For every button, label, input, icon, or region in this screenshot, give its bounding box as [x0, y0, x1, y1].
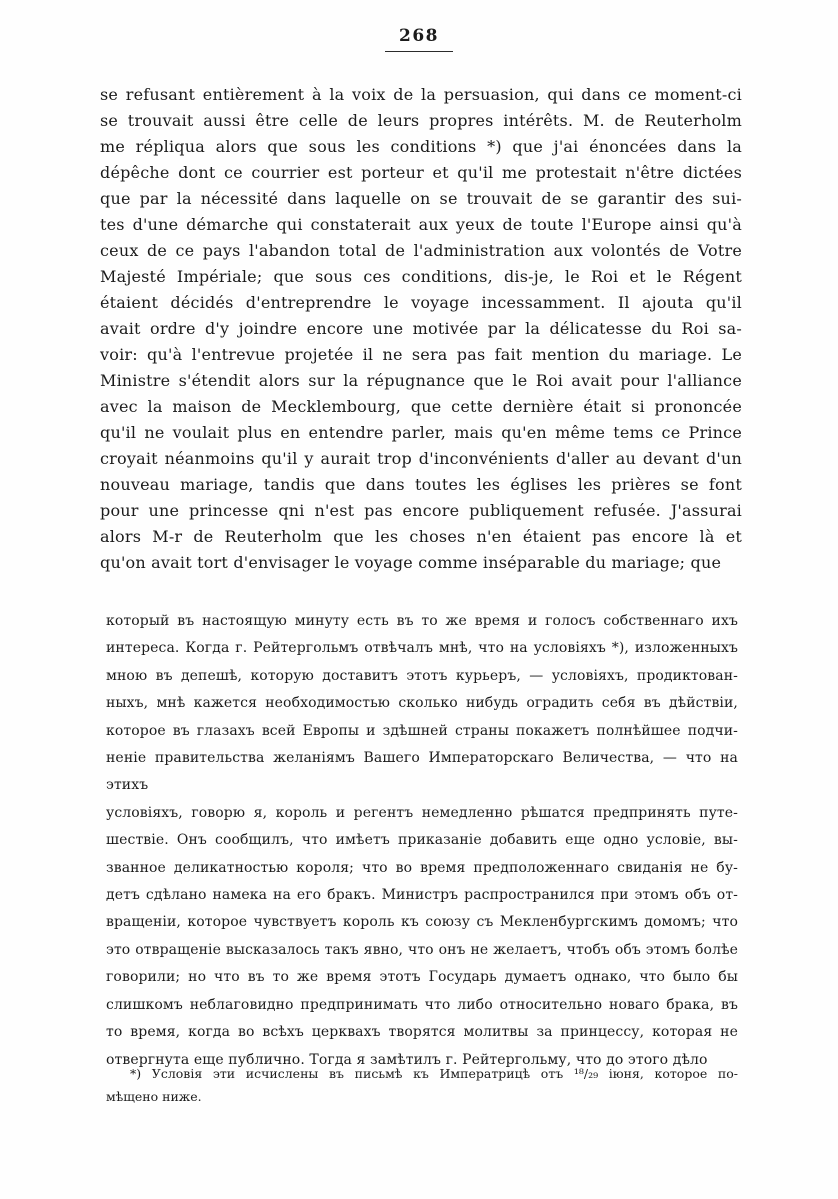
text-line: qu'on avait tort d'envisager le voyage comme inséparable du mariage; que: [100, 553, 722, 572]
french-paragraph: [100, 82, 742, 576]
text-line: мною въ депешѣ, которую доставитъ этотъ курьеръ, — условіяхъ, продиктован-: [106, 667, 738, 684]
text-line: Ministre s'étendit alors sur la répugnance que le Roi avait pour l'alliance: [100, 371, 742, 390]
text-line: Majesté Impériale; que sous ces conditions, dis-je, le Roi et le Régent: [100, 267, 742, 286]
text-line: avec la maison de Mecklembourg, que cette dernière était si prononcée: [100, 397, 742, 416]
text-line: nouveau mariage, tandis que dans toutes les églises les prières se font: [100, 475, 742, 494]
footnote: [106, 1062, 738, 1108]
text-line: детъ сдѣлано намека на его бракъ. Министръ распространился при этомъ объ от-: [106, 887, 738, 904]
text-line: ceux de ce pays l'abandon total de l'administration aux volontés de Votre: [100, 241, 742, 260]
text-line: croyait néanmoins qu'il y aurait trop d'inconvénients d'aller au devant d'un: [100, 449, 742, 468]
text-line: dépêche dont ce courrier est porteur et qu'il me protestait n'être dictées: [100, 163, 742, 182]
text-line: это отвращеніе высказалось такъ явно, что онъ не желаетъ, чтобъ объ этомъ болѣе: [106, 941, 738, 958]
text-line: званное деликатностью короля; что во время предположеннаго свиданія не бу-: [106, 859, 738, 876]
text-line: неніе правительства желаніямъ Вашего Императорскаго Величества, — что на этихъ: [106, 750, 738, 794]
text-line: se refusant entièrement à la voix de la persuasion, qui dans ce moment-ci: [100, 85, 742, 104]
text-line: которое въ глазахъ всей Европы и здѣшней страны покажетъ полнѣйшее подчи-: [106, 722, 738, 739]
text-line: условіяхъ, говорю я, король и регентъ немедленно рѣшатся предпринять путе-: [106, 804, 738, 821]
text-line: шествіе. Онъ сообщилъ, что имѣетъ приказаніе добавить еще одно условіе, вы-: [106, 832, 738, 849]
text-line: говорили; но что въ то же время этотъ Государь думаетъ однако, что было бы: [106, 969, 738, 986]
text-line: qu'il ne voulait plus en entendre parler, mais qu'en même tems ce Prince: [100, 423, 742, 442]
russian-paragraph: [106, 608, 738, 1074]
text-line: avait ordre d'y joindre encore une motivée par la délicatesse du Roi sa-: [100, 319, 742, 338]
text-line: вращеніи, которое чувствуетъ король къ союзу съ Мекленбургскимъ домомъ; что: [106, 914, 738, 931]
text-line: voir: qu'à l'entrevue projetée il ne sera pas fait mention du mariage. Le: [100, 345, 742, 364]
text-line: pour une princesse qni n'est pas encore publiquement refusée. J'assurai: [100, 501, 742, 520]
text-line: me répliqua alors que sous les conditions *) que j'ai énoncées dans la: [100, 137, 742, 156]
page-number: 268: [385, 26, 453, 52]
text-line: ныхъ, мнѣ кажется необходимостью сколько нибудь оградить себя въ дѣйствіи,: [106, 695, 738, 712]
page-header: [0, 26, 838, 52]
text-line: который въ настоящую минуту есть въ то же время и голосъ собственнаго ихъ: [106, 613, 738, 629]
text-line: интереса. Когда г. Рейтергольмъ отвѣчалъ мнѣ, что на условіяхъ *), изложенныхъ: [106, 640, 738, 657]
text-line: tes d'une démarche qui constaterait aux yeux de toute l'Europe ainsi qu'à: [100, 215, 742, 234]
text-line: alors M-r de Reuterholm que les choses n'en étaient pas encore là et: [100, 527, 742, 546]
text-line: que par la nécessité dans laquelle on se trouvait de se garantir des sui-: [100, 189, 742, 208]
text-line: отвергнута еще публично. Тогда я замѣтилъ г. Рейтергольму, что до этого дѣло: [106, 1051, 708, 1068]
text-line: étaient décidés d'entreprendre le voyage incessamment. Il ajouta qu'il: [100, 293, 742, 312]
text-line: слишкомъ неблаговидно предпринимать что либо относительно новаго брака, въ: [106, 996, 738, 1013]
text-line: *) Условія эти исчислены въ письмѣ къ Императрицѣ отъ ¹⁸/₂₉ іюня, которое по-: [130, 1066, 738, 1081]
text-line: se trouvait aussi être celle de leurs propres intérêts. M. de Reuterholm: [100, 111, 742, 130]
text-line: мѣщено ниже.: [106, 1089, 202, 1104]
text-line: то время, когда во всѣхъ церквахъ творятся молитвы за принцессу, которая не: [106, 1024, 738, 1041]
